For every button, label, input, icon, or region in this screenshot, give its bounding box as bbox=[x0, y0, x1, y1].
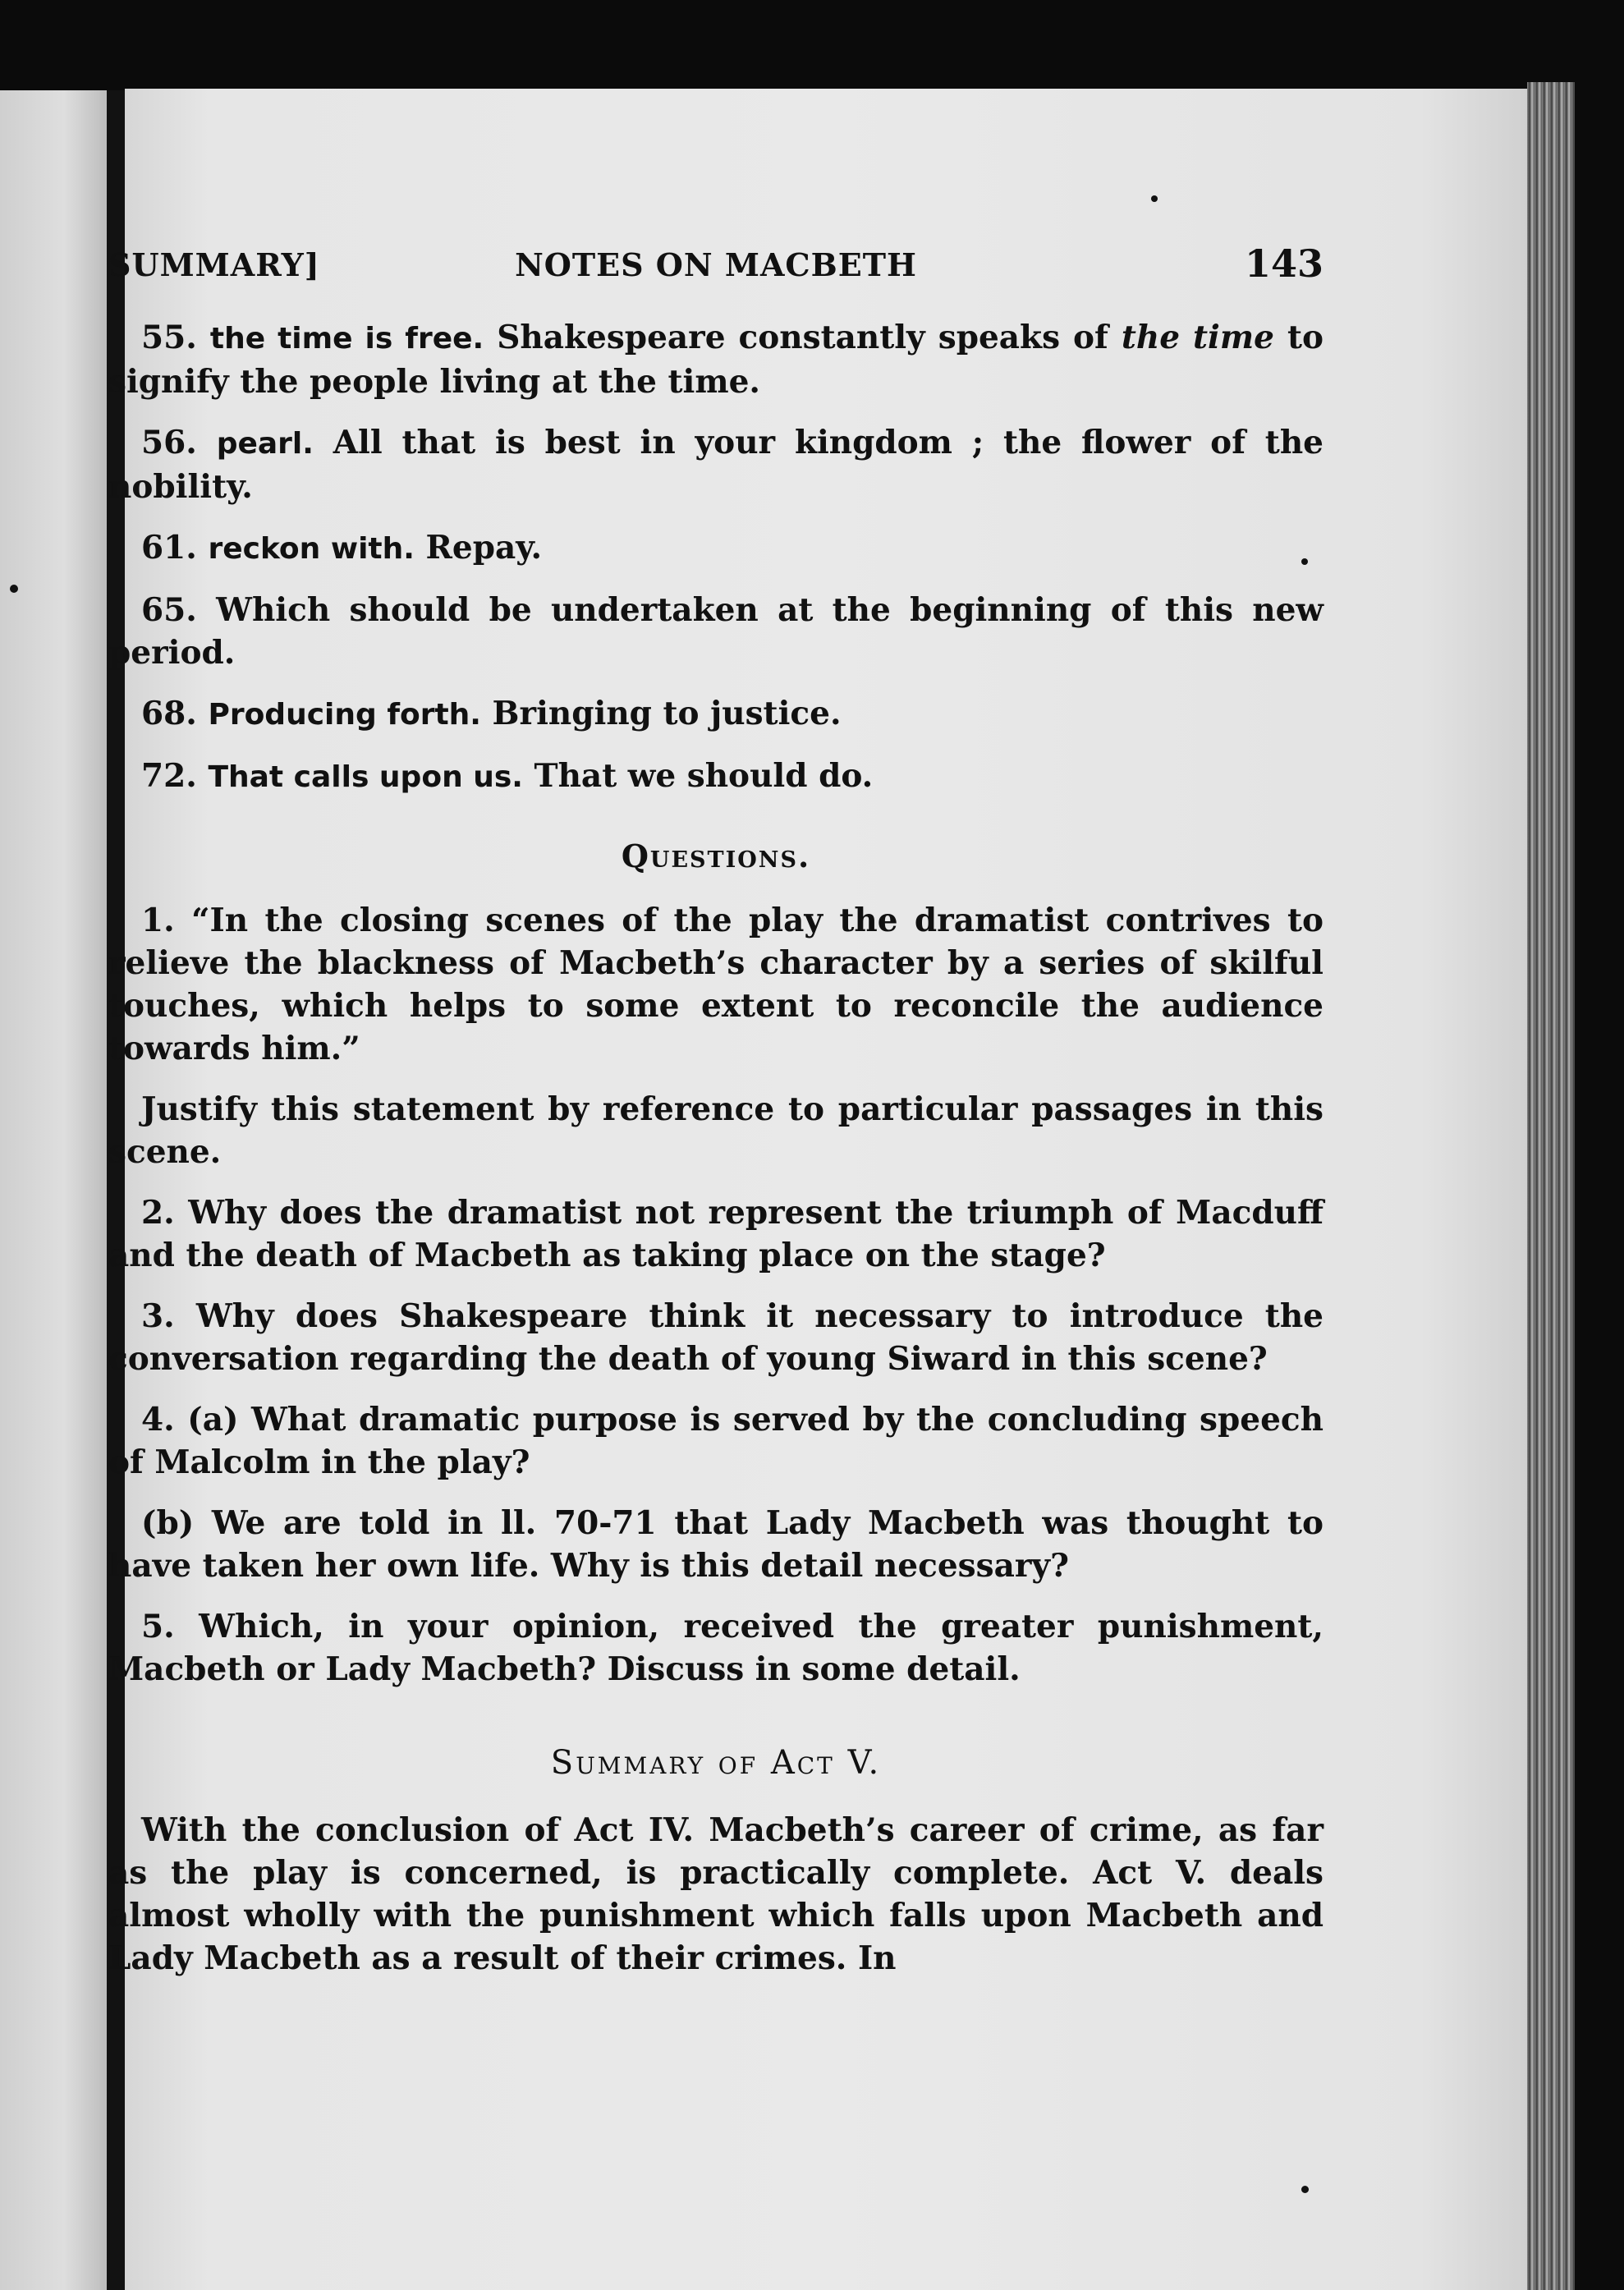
page-stack-edge bbox=[1527, 82, 1575, 2290]
running-head-title: NOTES ON MACBETH bbox=[515, 246, 917, 283]
question-4a: 4. (a) What dramatic purpose is served by the concluding speech of Malcolm in the play? bbox=[108, 1401, 1324, 1481]
question-4b: (b) We are told in ll. 70-71 that Lady Macbeth was thought to have taken her own life. Why is this detail necessary? bbox=[108, 1504, 1324, 1585]
question-2: 2. Why does the dramatist not represent the triumph of Macduff and the death of Macbeth as taking place on the stage? bbox=[108, 1194, 1324, 1274]
page-number: 143 bbox=[1244, 241, 1324, 286]
question-1-instruction: Justify this statement by reference to particular passages in this scene. bbox=[108, 1090, 1324, 1171]
running-head bbox=[108, 241, 1324, 296]
dust-speck bbox=[1151, 195, 1158, 202]
note-61: 61. reckon with. Repay. bbox=[141, 529, 543, 567]
note-65: 65. Which should be undertaken at the beginning of this new period. bbox=[108, 591, 1324, 672]
question-3: 3. Why does Shakespeare think it necessary to introduce the conversation regarding the death of young Siward in this scene? bbox=[108, 1297, 1324, 1378]
note-68: 68. Producing forth. Bringing to justice. bbox=[141, 695, 842, 732]
question-5: 5. Which, in your opinion, received the greater punishment, Macbeth or Lady Macbeth? Discuss in some detail. bbox=[108, 1608, 1324, 1688]
note-72: 72. That calls upon us. That we should do. bbox=[141, 757, 874, 795]
running-head-left: SUMMARY] bbox=[108, 246, 320, 283]
summary-paragraph: With the conclusion of Act IV. Macbeth’s career of crime, as far as the play is concerned, is practically complete. Act V. deals almost wholly with the punishment which falls upon Macbeth and Lady Macbeth as a result of their crimes. In bbox=[108, 1811, 1324, 1977]
background-right bbox=[1575, 0, 1624, 2290]
dust-speck bbox=[1301, 2186, 1309, 2193]
dust-speck bbox=[10, 585, 18, 593]
page-body bbox=[108, 316, 1324, 1980]
questions-heading: Questions. bbox=[621, 838, 811, 874]
question-1: 1. “In the closing scenes of the play the dramatist contrives to relieve the blackness of Macbeth’s character by a series of skilful touches, which helps to some extent to reconcile the audience towards him.” bbox=[108, 902, 1324, 1067]
summary-heading: Summary of Act V. bbox=[550, 1744, 882, 1782]
facing-page-edge bbox=[0, 90, 107, 2290]
note-55: 55. the time is free. Shakespeare constantly speaks of the time to signify the people living at the time. bbox=[108, 319, 1324, 401]
note-56: 56. pearl. All that is best in your kingdom ; the flower of the nobility. bbox=[108, 424, 1324, 506]
